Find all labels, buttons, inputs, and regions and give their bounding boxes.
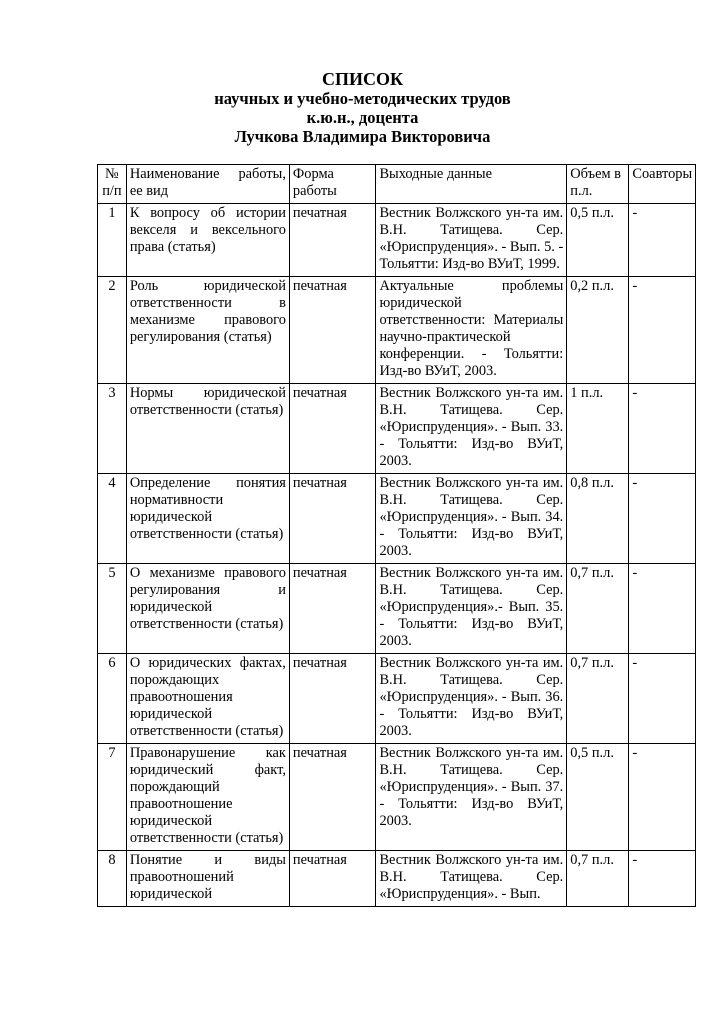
row-volume: 0,5 п.л. — [567, 204, 629, 277]
row-coauthors: - — [629, 851, 696, 907]
heading-degree: к.ю.н., доцента — [306, 108, 419, 127]
row-num: 3 — [98, 384, 127, 474]
row-form: печатная — [289, 564, 376, 654]
row-output: Вестник Волжского ун-та им. В.Н. Татищева. Сер. «Юриспруденция». - Вып. — [376, 851, 567, 907]
heading-subtitle: научных и учебно-методических трудов — [214, 89, 511, 108]
row-output: Актуальные проблемы юридической ответственности: Материалы научно-практической конференции. - Тольятти: Изд-во ВУиТ, 2003. — [376, 277, 567, 384]
row-num: 7 — [98, 744, 127, 851]
header-title — [126, 165, 289, 204]
row-coauthors: - — [629, 204, 696, 277]
row-title: Нормы юридической ответственности (статья) — [126, 384, 289, 474]
row-form: печатная — [289, 204, 376, 277]
row-volume: 0,8 п.л. — [567, 474, 629, 564]
header-title-line1: Наименование работы, — [129, 166, 286, 182]
header-output: Выходные данные — [376, 165, 567, 204]
row-num: 4 — [98, 474, 127, 564]
header-title-line2: ее вид — [129, 183, 169, 199]
row-title: О механизме правового регулирования и юридической ответственности (статья) — [126, 564, 289, 654]
row-num: 8 — [98, 851, 127, 907]
table-row — [98, 564, 696, 654]
row-output: Вестник Волжского ун-та им. В.Н. Татищева. Сер. «Юриспруденция». - Вып. 33. - Тольятти: Изд-во ВУиТ, 2003. — [376, 384, 567, 474]
header-form — [289, 165, 376, 204]
row-form: печатная — [289, 851, 376, 907]
row-form: печатная — [289, 654, 376, 744]
document-heading — [0, 70, 725, 146]
row-volume: 0,7 п.л. — [567, 564, 629, 654]
header-volume-line1: Объем в — [570, 166, 621, 182]
heading-title: СПИСОК — [321, 69, 404, 89]
row-coauthors: - — [629, 564, 696, 654]
table-row — [98, 204, 696, 277]
heading-author: Лучкова Владимира Викторовича — [234, 127, 491, 146]
header-num-line2: п/п — [102, 183, 122, 199]
table-row — [98, 744, 696, 851]
row-title: Определение понятия нормативности юридической ответственности (статья) — [126, 474, 289, 564]
row-volume: 0,5 п.л. — [567, 744, 629, 851]
table-row — [98, 474, 696, 564]
row-coauthors: - — [629, 474, 696, 564]
header-num — [98, 165, 127, 204]
row-output: Вестник Волжского ун-та им. В.Н. Татищева. Сер. «Юриспруденция». - Вып. 36. - Тольятти: Изд-во ВУиТ, 2003. — [376, 654, 567, 744]
row-title: Понятие и виды правоотношений юридической — [126, 851, 289, 907]
row-output: Вестник Волжского ун-та им. В.Н. Татищева. Сер. «Юриспруденция». - Вып. 5. - Тольятти: Изд-во ВУиТ, 1999. — [376, 204, 567, 277]
row-output: Вестник Волжского ун-та им. В.Н. Татищева. Сер. «Юриспруденция».- Вып. 35. - Тольятти: Изд-во ВУиТ, 2003. — [376, 564, 567, 654]
row-num: 6 — [98, 654, 127, 744]
row-output: Вестник Волжского ун-та им. В.Н. Татищева. Сер. «Юриспруденция». - Вып. 37. - Тольятти: Изд-во ВУиТ, 2003. — [376, 744, 567, 851]
row-form: печатная — [289, 277, 376, 384]
row-coauthors: - — [629, 654, 696, 744]
row-coauthors: - — [629, 277, 696, 384]
row-coauthors: - — [629, 744, 696, 851]
header-form-line2: работы — [292, 183, 337, 199]
row-title: О юридических фактах, порождающих правоотношения юридической ответственности (статья) — [126, 654, 289, 744]
row-form: печатная — [289, 744, 376, 851]
table-header-row — [98, 165, 696, 204]
table-row — [98, 384, 696, 474]
row-title: Роль юридической ответственности в механизме правового регулирования (статья) — [126, 277, 289, 384]
header-volume-line2: п.л. — [570, 183, 593, 199]
row-title: Правонарушение как юридический факт, порождающий правоотношение юридической ответственности (статья) — [126, 744, 289, 851]
row-volume: 0,7 п.л. — [567, 851, 629, 907]
table-row — [98, 277, 696, 384]
header-num-line1: № — [105, 166, 119, 182]
table-row — [98, 851, 696, 907]
table-row — [98, 654, 696, 744]
header-coauthors: Соавторы — [629, 165, 696, 204]
row-num: 1 — [98, 204, 127, 277]
works-table — [97, 164, 696, 907]
row-form: печатная — [289, 384, 376, 474]
row-output: Вестник Волжского ун-та им. В.Н. Татищева. Сер. «Юриспруденция». - Вып. 34. - Тольятти: Изд-во ВУиТ, 2003. — [376, 474, 567, 564]
row-coauthors: - — [629, 384, 696, 474]
row-num: 2 — [98, 277, 127, 384]
header-volume — [567, 165, 629, 204]
row-volume: 0,7 п.л. — [567, 654, 629, 744]
row-volume: 1 п.л. — [567, 384, 629, 474]
row-title: К вопросу об истории векселя и вексельного права (статья) — [126, 204, 289, 277]
row-form: печатная — [289, 474, 376, 564]
header-form-line1: Форма — [292, 166, 334, 182]
row-num: 5 — [98, 564, 127, 654]
row-volume: 0,2 п.л. — [567, 277, 629, 384]
